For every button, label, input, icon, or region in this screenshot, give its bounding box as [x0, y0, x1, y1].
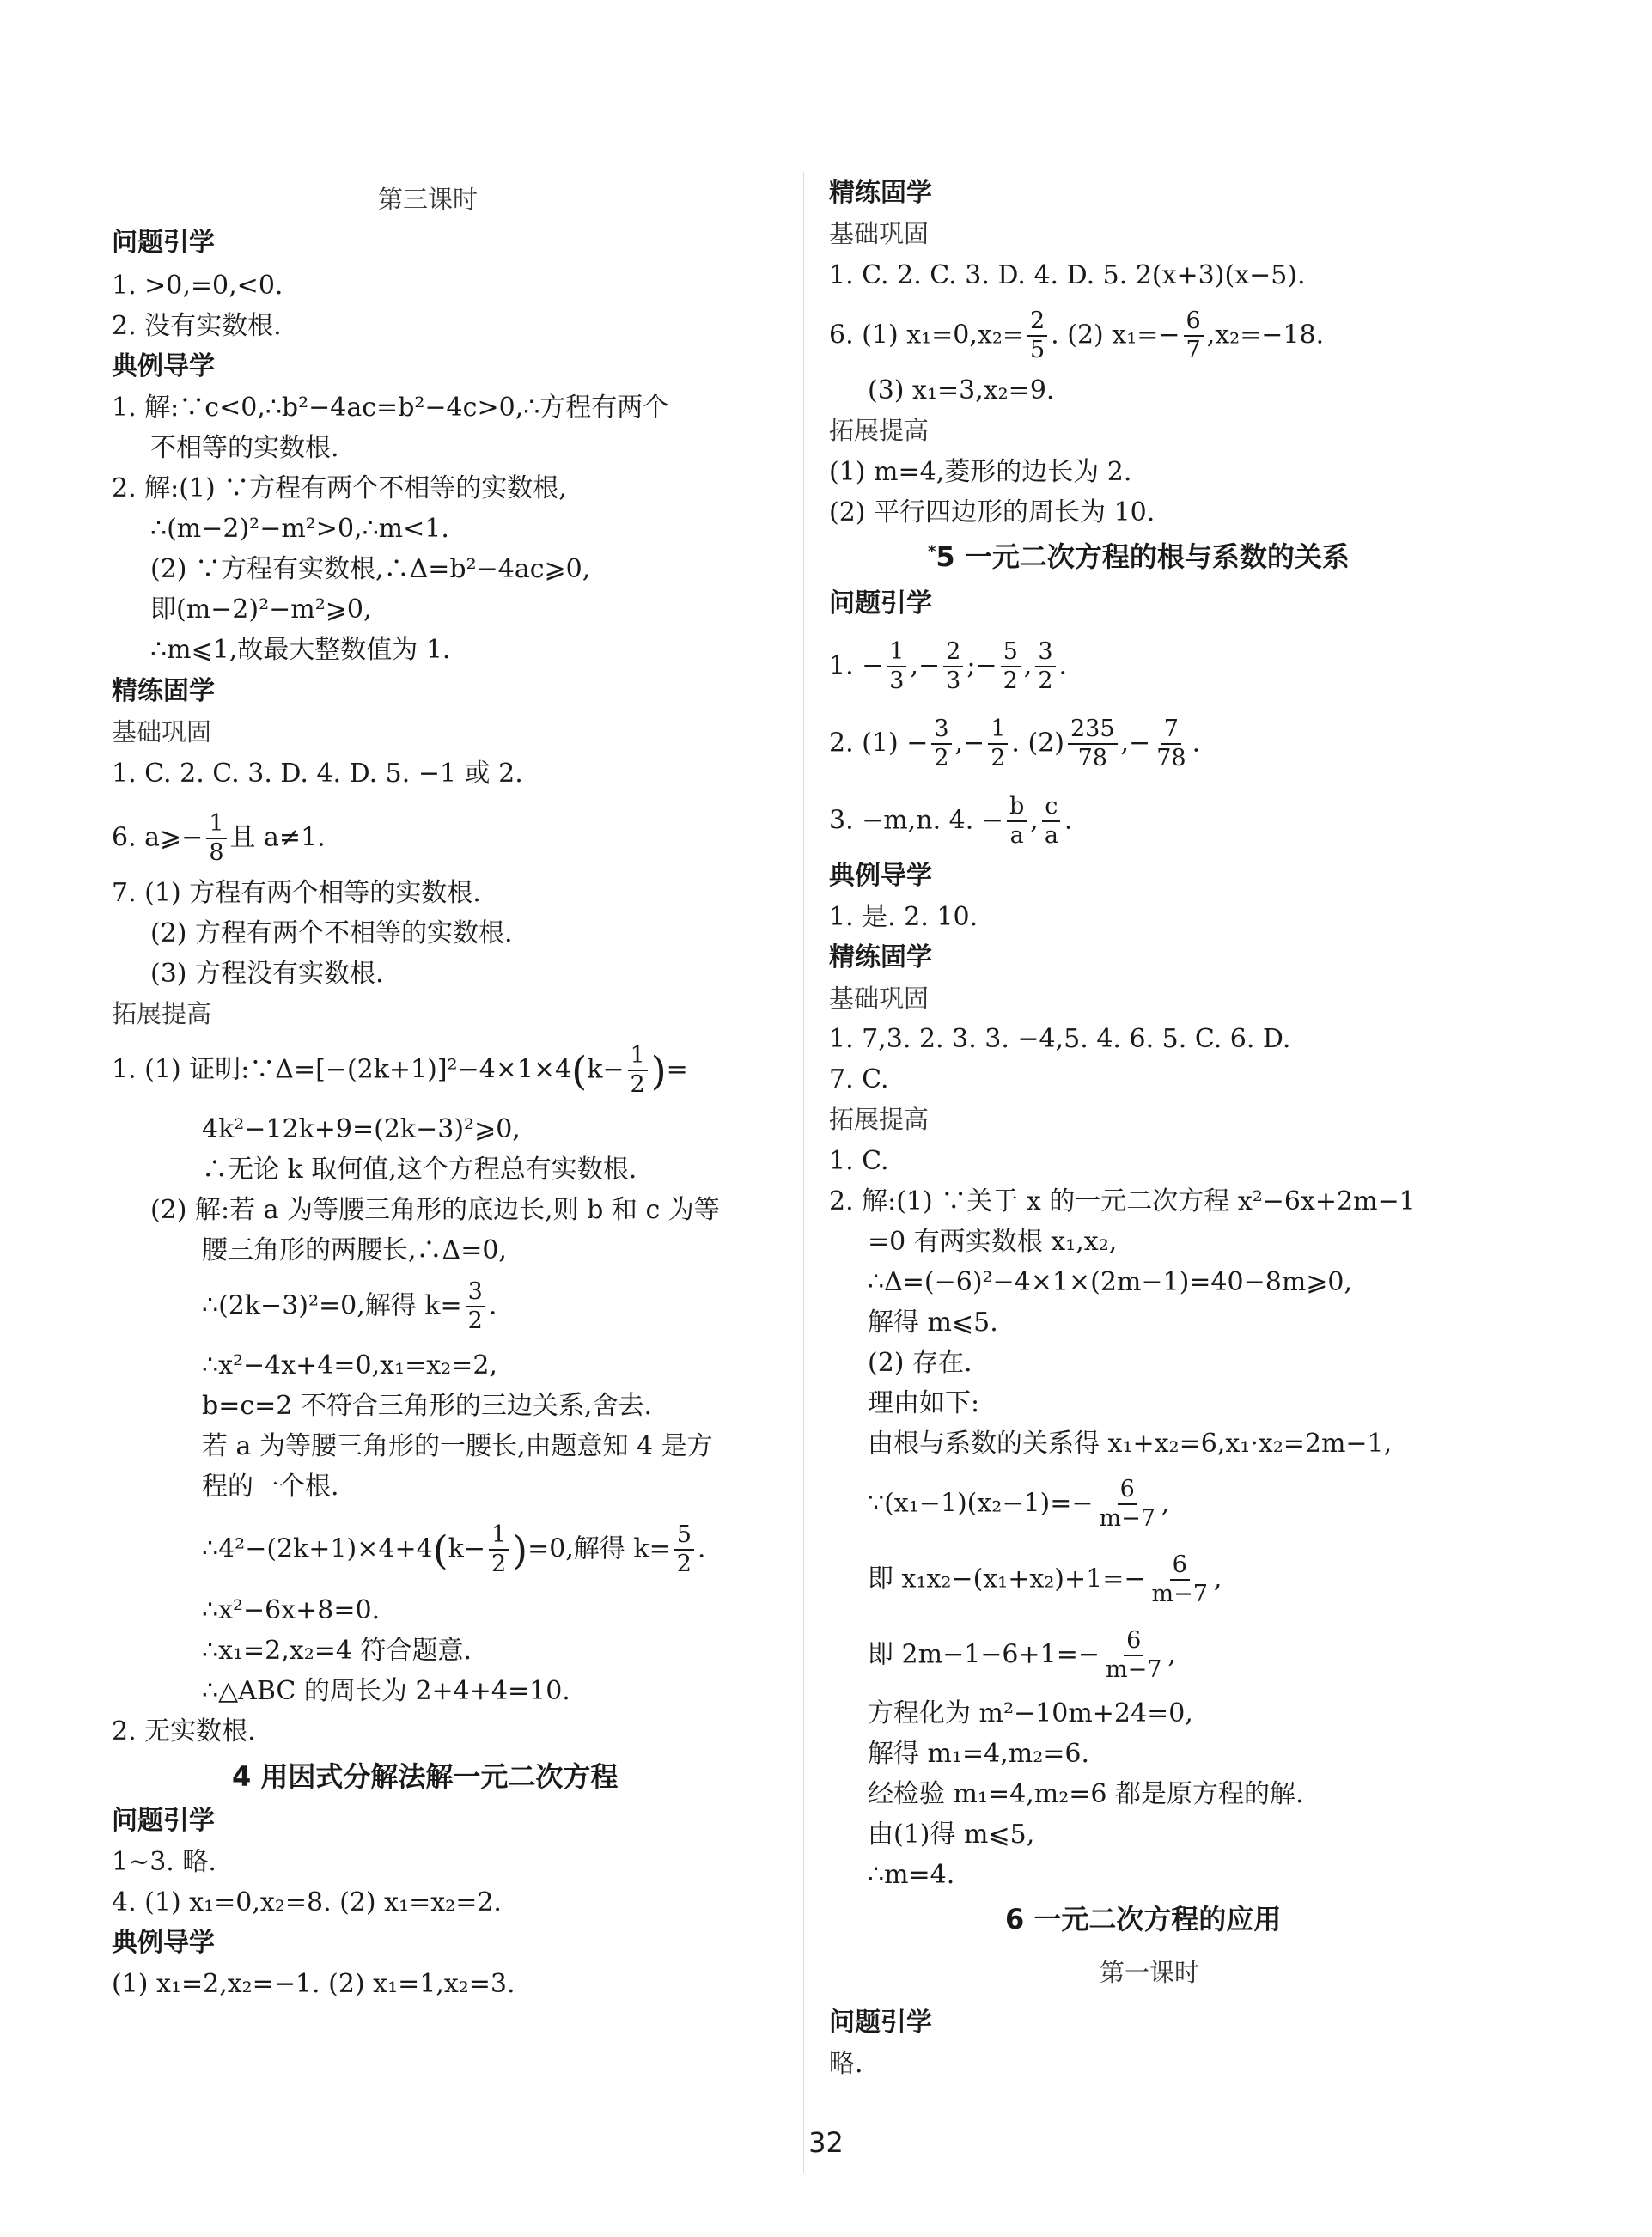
- section-title: *5 一元二次方程的根与系数的关系: [928, 540, 1350, 573]
- answer-line-fraction: 6. (1) x₁=0,x₂= $\frac{2}{5}$ . (2) x₁=− $\frac{6}{7}$ ,x₂=−18.: [829, 308, 1325, 364]
- answer-line: 理由如下:: [868, 1388, 980, 1418]
- answer-line: 即(m−2)²−m²⩾0,: [150, 594, 372, 625]
- answer-line: 若 a 为等腰三角形的一腰长,由题意知 4 是方: [202, 1431, 713, 1461]
- answer-line: 经检验 m₁=4,m₂=6 都是原方程的解.: [868, 1779, 1304, 1809]
- answer-line: (3) x₁=3,x₂=9.: [868, 375, 1055, 405]
- answer-line: 1. >0,=0,<0.: [112, 271, 283, 301]
- answer-line: =0 有两实数根 x₁,x₂,: [868, 1227, 1118, 1257]
- answer-line: (1) x₁=2,x₂=−1. (2) x₁=1,x₂=3.: [112, 1969, 515, 1999]
- answer-line: ∴Δ=(−6)²−4×1×(2m−1)=40−8m⩾0,: [868, 1267, 1353, 1297]
- answer-line: ∴△ABC 的周长为 2+4+4=10.: [202, 1676, 570, 1706]
- lesson-title: 第一课时: [1100, 1958, 1200, 1987]
- answer-line: ∴m=4.: [868, 1860, 955, 1890]
- answer-line: (3) 方程没有实数根.: [150, 959, 384, 989]
- answer-line: ∴无论 k 取何值,这个方程总有实数根.: [202, 1155, 637, 1185]
- subheading-jichu: 基础巩固: [829, 219, 930, 248]
- answer-line: 1~3. 略.: [112, 1847, 216, 1877]
- heading-dianli: 典例导学: [829, 861, 932, 891]
- heading-wenti: 问题引学: [829, 2008, 932, 2038]
- fraction: $\frac{2}{5}$: [1027, 309, 1047, 363]
- section-title: 4 用因式分解法解一元二次方程: [232, 1760, 619, 1793]
- fraction: $\frac{6}{7}$: [1184, 309, 1204, 363]
- answer-line-fraction: 1. − $\frac{1}{3}$ ,− $\frac{2}{3}$ ;− $\frac{5}{2}$ , $\frac{3}{2}$ .: [829, 638, 1068, 695]
- answer-line: 略.: [829, 2049, 863, 2079]
- answer-line: b=c=2 不符合三角形的三边关系,舍去.: [202, 1391, 652, 1421]
- fraction: $\frac{1}{2}$: [489, 1523, 509, 1577]
- answer-line: 4k²−12k+9=(2k−3)²⩾0,: [202, 1114, 521, 1144]
- heading-wenti: 问题引学: [112, 228, 215, 258]
- answer-line: 1. 解:∵c<0,∴b²−4ac=b²−4c>0,∴方程有两个: [112, 393, 669, 423]
- lesson-title: 第三课时: [378, 185, 479, 214]
- fraction: $\frac{5}{2}$: [674, 1523, 694, 1577]
- page-number: 32: [808, 2126, 844, 2159]
- answer-line: 1. C. 2. C. 3. D. 4. D. 5. 2(x+3)(x−5).: [829, 260, 1306, 290]
- answer-line: 2. 没有实数根.: [112, 311, 282, 341]
- subheading-tuozhan: 拓展提高: [112, 999, 212, 1028]
- answer-line: 7. (1) 方程有两个相等的实数根.: [112, 878, 481, 908]
- answer-line: 4. (1) x₁=0,x₂=8. (2) x₁=x₂=2.: [112, 1887, 502, 1917]
- answer-line: ∴x₁=2,x₂=4 符合题意.: [202, 1636, 472, 1666]
- answer-line: 不相等的实数根.: [150, 433, 339, 463]
- answer-line-fraction: 6. a⩾− $\frac{1}{8}$ 且 a≠1.: [112, 810, 326, 867]
- answer-line: 1. C.: [829, 1146, 889, 1176]
- answer-line: 2. 解:(1) ∵关于 x 的一元二次方程 x²−6x+2m−1: [829, 1186, 1416, 1216]
- answer-line: (2) 方程有两个不相等的实数根.: [150, 918, 513, 948]
- answer-line: ∴(m−2)²−m²>0,∴m<1.: [150, 514, 449, 544]
- answer-line: 方程化为 m²−10m+24=0,: [868, 1698, 1193, 1728]
- answer-line: (2) 存在.: [868, 1348, 972, 1378]
- answer-line: 1. C. 2. C. 3. D. 4. D. 5. −1 或 2.: [112, 759, 523, 789]
- subheading-tuozhan: 拓展提高: [829, 416, 930, 445]
- answer-line: 由(1)得 m⩽5,: [868, 1819, 1035, 1850]
- answer-line: 1. 是. 2. 10.: [829, 902, 978, 932]
- answer-line: 2. 无实数根.: [112, 1716, 256, 1746]
- subheading-jichu: 基础巩固: [829, 984, 930, 1013]
- answer-line: 1. 7,3. 2. 3. 3. −4,5. 4. 6. 5. C. 6. D.: [829, 1024, 1291, 1054]
- heading-jinglian: 精练固学: [829, 942, 932, 972]
- subheading-tuozhan: 拓展提高: [829, 1105, 930, 1134]
- answer-line: ∴m⩽1,故最大整数值为 1.: [150, 635, 451, 665]
- heading-jinglian: 精练固学: [829, 178, 932, 208]
- answer-line: (2) 平行四边形的周长为 10.: [829, 497, 1155, 527]
- answer-line: 解得 m₁=4,m₂=6.: [868, 1739, 1090, 1769]
- fraction: $\frac{1}{8}$: [206, 812, 226, 866]
- answer-line: (2) 解:若 a 为等腰三角形的底边长,则 b 和 c 为等: [150, 1195, 720, 1225]
- answer-line-fraction: ∴4²−(2k+1)×4+4(k− $\frac{1}{2}$ )=0,解得 k= $\frac{5}{2}$ .: [202, 1521, 706, 1578]
- answer-line-fraction: ∵(x₁−1)(x₂−1)=− $\frac{6}{m-7}$ ,: [868, 1476, 1170, 1533]
- answer-line-fraction: 1. (1) 证明:∵Δ=[−(2k+1)]²−4×1×4(k− $\frac{1}{2}$ )=: [112, 1042, 688, 1099]
- heading-dianli: 典例导学: [112, 1928, 215, 1958]
- heading-jinglian: 精练固学: [112, 676, 215, 706]
- section-title: 6 一元二次方程的应用: [1005, 1903, 1282, 1935]
- heading-wenti: 问题引学: [112, 1806, 215, 1836]
- answer-line: 7. C.: [829, 1064, 889, 1094]
- subheading-jichu: 基础巩固: [112, 717, 212, 747]
- answer-line: 腰三角形的两腰长,∴Δ=0,: [202, 1235, 507, 1265]
- answer-line: ∴x²−4x+4=0,x₁=x₂=2,: [202, 1350, 497, 1381]
- answer-line-fraction: ∴(2k−3)²=0,解得 k= $\frac{3}{2}$ .: [202, 1278, 497, 1335]
- answer-line-fraction: 即 2m−1−6+1=− $\frac{6}{m-7}$ ,: [868, 1627, 1176, 1684]
- answer-line-fraction: 2. (1) − $\frac{3}{2}$ ,− $\frac{1}{2}$ . (2) $\frac{235}{78}$ ,− $\frac{7}{78}$ .: [829, 716, 1201, 772]
- answer-line: ∴x²−6x+8=0.: [202, 1595, 381, 1625]
- answer-line: (1) m=4,菱形的边长为 2.: [829, 457, 1132, 487]
- column-divider: [803, 172, 804, 2173]
- answer-line: 程的一个根.: [202, 1472, 339, 1502]
- answer-line: 由根与系数的关系得 x₁+x₂=6,x₁·x₂=2m−1,: [868, 1429, 1393, 1459]
- heading-wenti: 问题引学: [829, 588, 932, 619]
- answer-line: 2. 解:(1) ∵方程有两个不相等的实数根,: [112, 473, 567, 503]
- answer-line-fraction: 即 x₁x₂−(x₁+x₂)+1=− $\frac{6}{m-7}$ ,: [868, 1551, 1222, 1608]
- fraction: $\frac{1}{2}$: [628, 1044, 648, 1098]
- heading-dianli: 典例导学: [112, 351, 215, 381]
- answer-line: (2) ∵方程有实数根,∴Δ=b²−4ac⩾0,: [150, 554, 591, 584]
- fraction: $\frac{3}{2}$: [466, 1280, 485, 1334]
- answer-line-fraction: 3. −m,n. 4. − $\frac{b}{a}$ , $\frac{c}{a}$ .: [829, 793, 1073, 850]
- answer-line: 解得 m⩽5.: [868, 1307, 998, 1338]
